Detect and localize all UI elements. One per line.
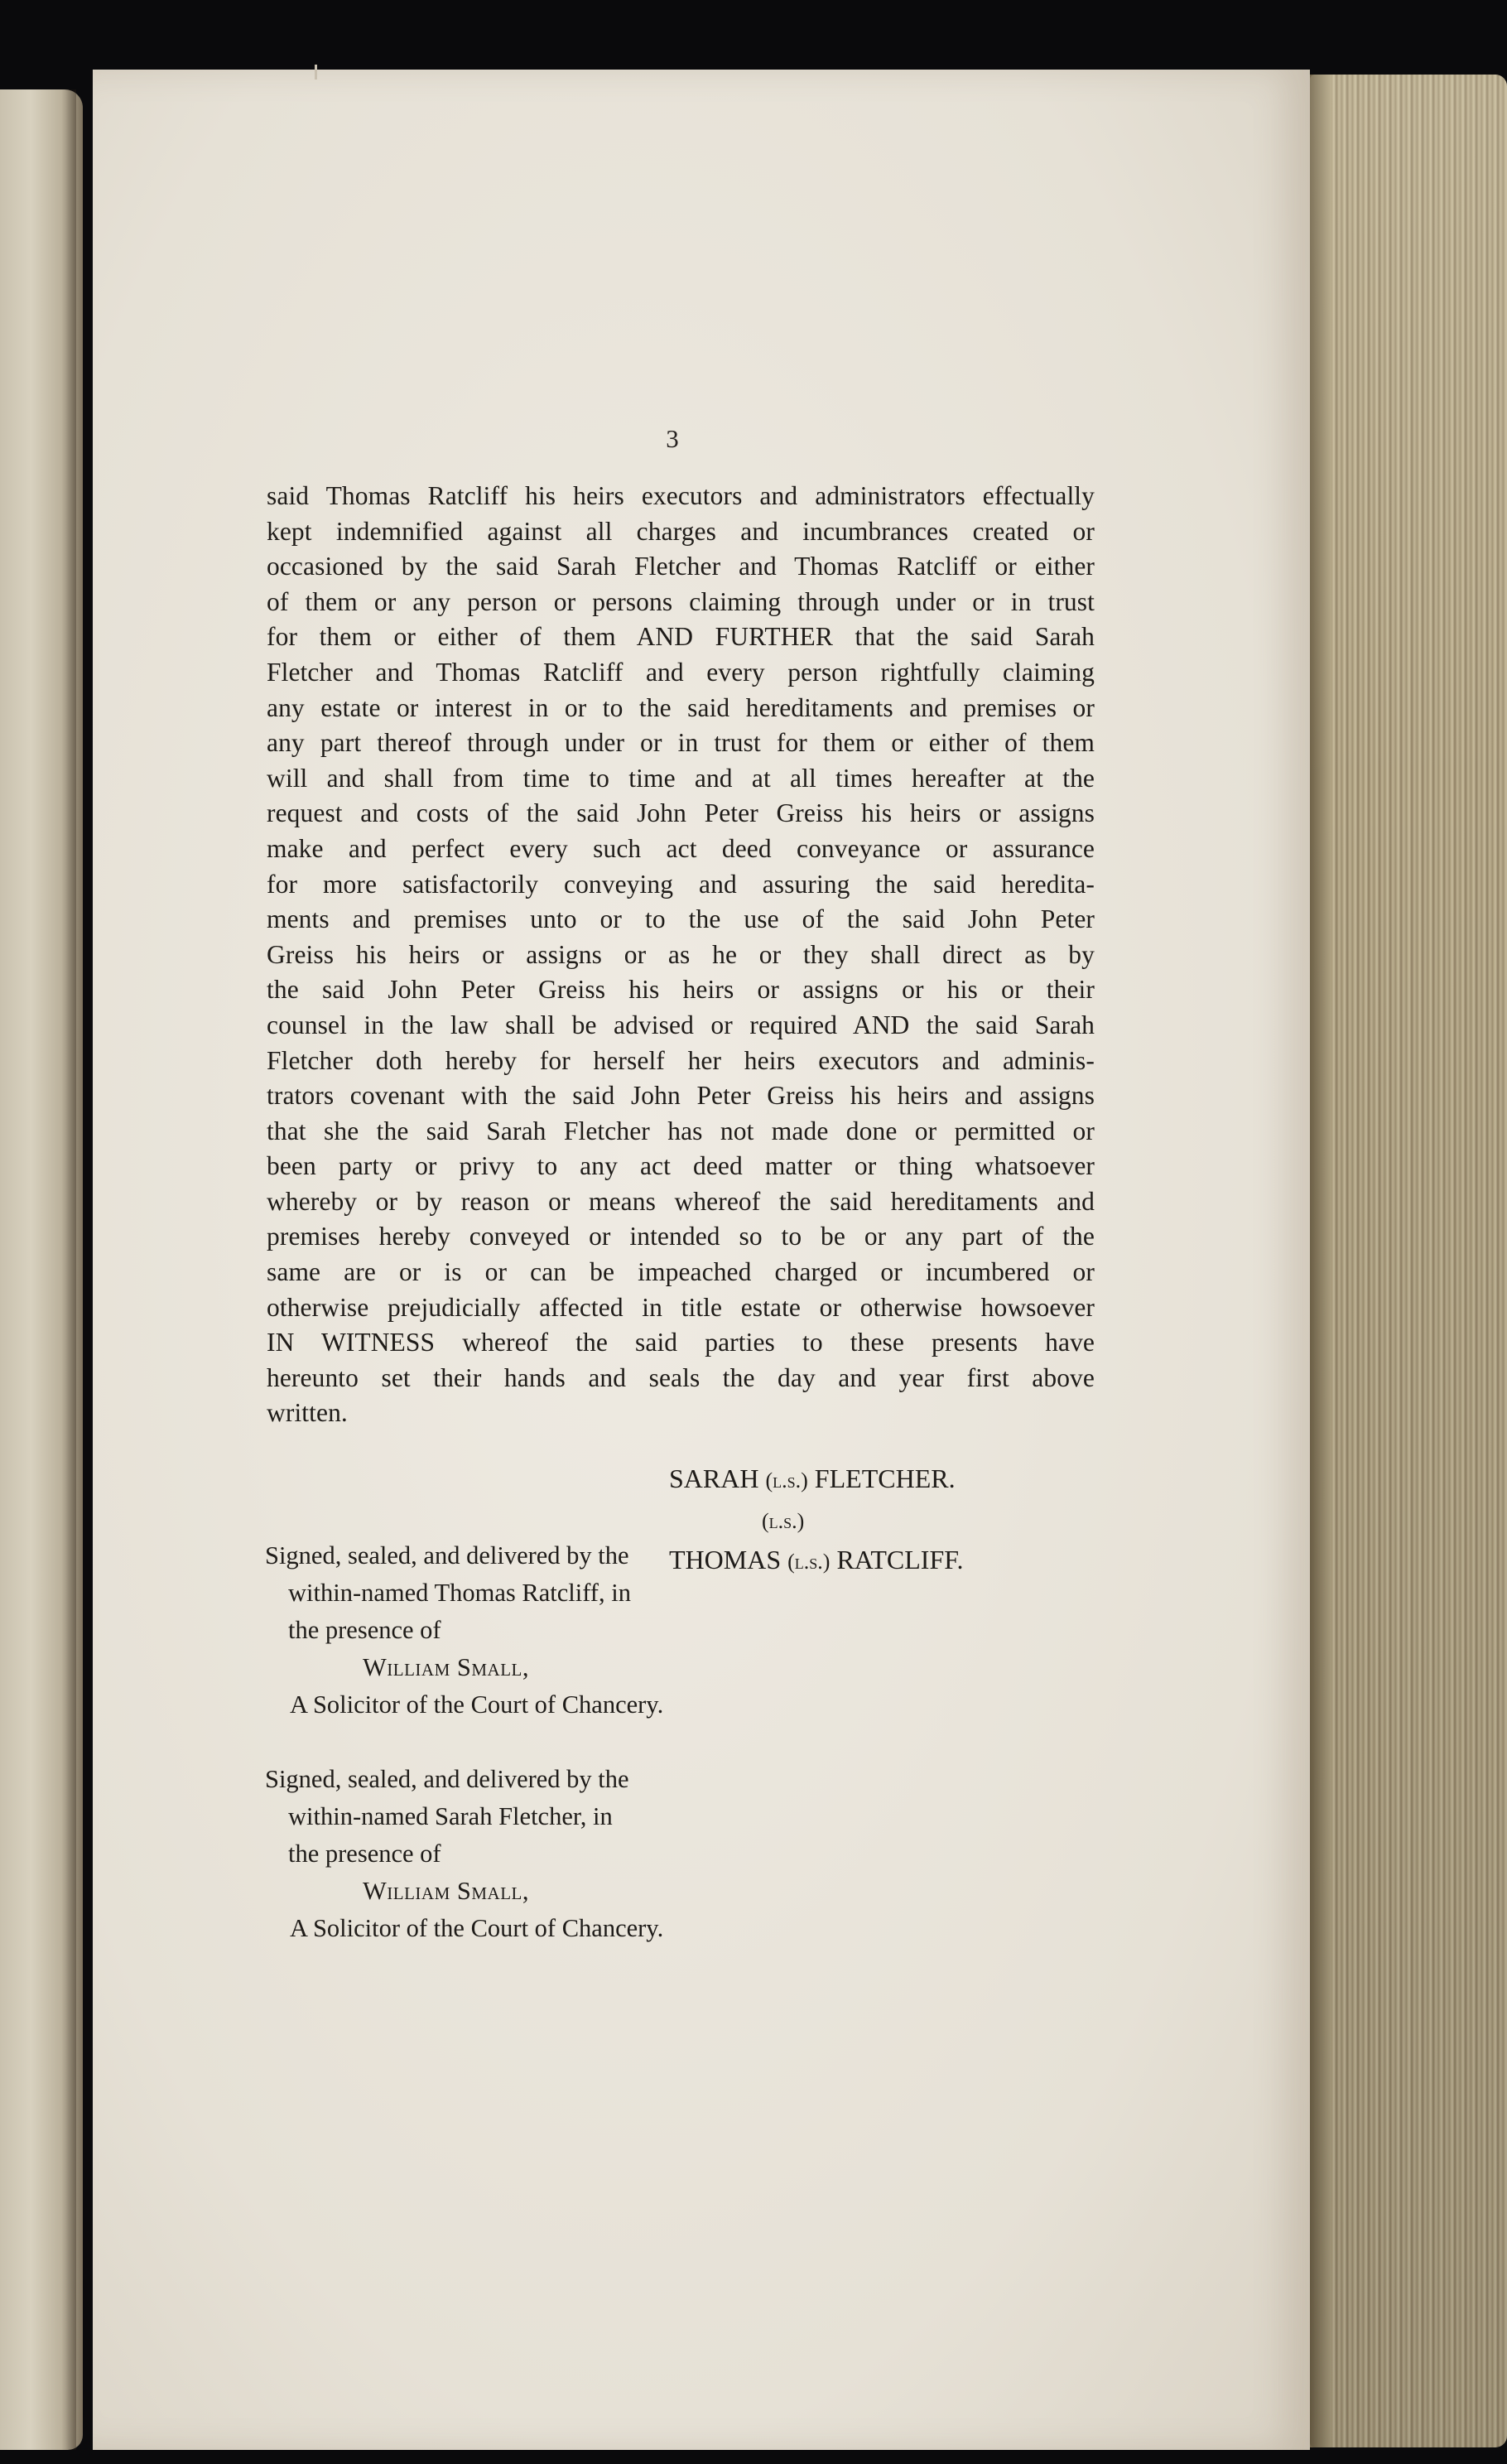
signature-seal-line <box>669 1500 1100 1541</box>
body-line: counsel in the law shall be advised or required AND the said Sarah <box>267 1010 1095 1039</box>
deed-body-text <box>267 479 1095 1431</box>
body-line: been party or privy to any act deed matter or thing whatsoever <box>267 1151 1095 1181</box>
body-line: Greiss his heirs or assigns or as he or they shall direct as by <box>267 939 1095 969</box>
witness-line: Signed, sealed, and delivered by the <box>265 1765 629 1793</box>
body-line: kept indemnified against all charges and incumbrances created or <box>267 516 1095 546</box>
body-line: ments and premises unto or to the use of the said John Peter <box>267 904 1095 934</box>
witness-title: A Solicitor of the Court of Chancery. <box>290 1914 664 1942</box>
body-line: for more satisfactorily conveying and assuring the said heredita- <box>267 869 1095 899</box>
body-line: occasioned by the said Sarah Fletcher and Thomas Ratcliff or either <box>267 552 1095 581</box>
witness-title: A Solicitor of the Court of Chancery. <box>290 1690 664 1719</box>
body-line: any part thereof through under or in trust for them or either of them <box>267 728 1095 758</box>
body-line: Fletcher and Thomas Ratcliff and every person rightfully claiming <box>267 657 1095 687</box>
witness-block-ratcliff <box>265 1537 778 1724</box>
signature-sarah-fletcher <box>669 1459 1100 1500</box>
page-number: 3 <box>666 424 679 453</box>
signatory-surname: FLETCHER. <box>814 1463 956 1493</box>
seal-mark: (l.s.) <box>765 1468 808 1492</box>
body-line: same are or is or can be impeached charged or incumbered or <box>267 1257 1095 1287</box>
page-stack-edge <box>1310 75 1507 2447</box>
left-page-edge <box>0 89 83 2450</box>
body-line: IN WITNESS whereof the said parties to these presents have <box>267 1328 1095 1357</box>
witness-line: the presence of <box>288 1840 441 1868</box>
witness-name: William Small, <box>363 1877 529 1905</box>
body-line: for them or either of them AND FURTHER that the said Sarah <box>267 622 1095 652</box>
witness-block-fletcher <box>265 1761 778 1947</box>
body-line: whereby or by reason or means whereof the said hereditaments and <box>267 1186 1095 1216</box>
seal-mark: (l.s.) <box>762 1509 805 1533</box>
body-line: otherwise prejudicially affected in title estate or otherwise howsoever <box>267 1292 1095 1322</box>
witness-name: William Small, <box>363 1653 529 1681</box>
body-line: Fletcher doth hereby for herself her heirs executors and adminis- <box>267 1045 1095 1075</box>
witness-line: within-named Sarah Fletcher, in <box>288 1802 613 1830</box>
signatory-first-name: THOMAS <box>669 1545 782 1574</box>
body-line: will and shall from time to time and at all times hereafter at the <box>267 763 1095 793</box>
seal-mark: (l.s.) <box>787 1550 831 1574</box>
witness-line: within-named Thomas Ratcliff, in <box>288 1579 631 1607</box>
body-line: that she the said Sarah Fletcher has not made done or permitted or <box>267 1116 1095 1145</box>
page-tick-mark <box>315 65 317 80</box>
signatory-surname: RATCLIFF. <box>836 1545 964 1574</box>
witness-line: the presence of <box>288 1616 441 1644</box>
signatory-first-name: SARAH <box>669 1463 759 1493</box>
body-line: any estate or interest in or to the said hereditaments and premises or <box>267 692 1095 722</box>
body-line: premises hereby conveyed or intended so to be or any part of the <box>267 1222 1095 1251</box>
body-line: trators covenant with the said John Peter Greiss his heirs and assigns <box>267 1081 1095 1111</box>
body-line: of them or any person or persons claiming through under or in trust <box>267 586 1095 616</box>
body-line: make and perfect every such act deed conveyance or assurance <box>267 833 1095 863</box>
document-page <box>93 70 1310 2450</box>
body-line: request and costs of the said John Peter Greiss his heirs or assigns <box>267 798 1095 828</box>
witness-line: Signed, sealed, and delivered by the <box>265 1541 629 1570</box>
body-line: the said John Peter Greiss his heirs or assigns or his or their <box>267 975 1095 1005</box>
body-line: said Thomas Ratcliff his heirs executors and administrators effectually <box>267 481 1095 510</box>
body-line: hereunto set their hands and seals the day and year first above <box>267 1362 1095 1392</box>
body-line: written. <box>267 1398 348 1428</box>
